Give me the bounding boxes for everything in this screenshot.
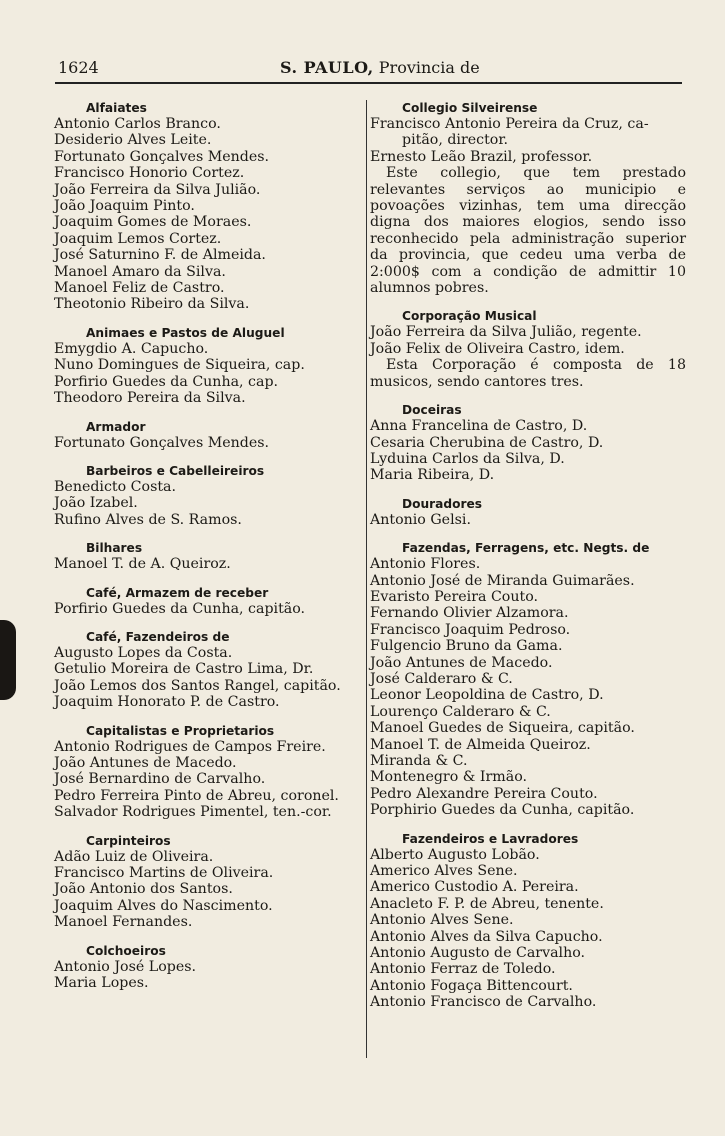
section-heading: Armador [86, 419, 146, 434]
entry: Salvador Rodrigues Pimentel, ten.-cor. [54, 804, 332, 821]
entry: Antonio José Lopes. [54, 958, 196, 975]
entry: Francisco Honorio Cortez. [54, 165, 245, 182]
entry: Fortunato Gonçalves Mendes. [54, 434, 270, 451]
entry: Manoel T. de Almeida Queiroz. [370, 736, 591, 753]
section-collegio [370, 100, 686, 296]
section [370, 402, 686, 484]
entry: Antonio Gelsi. [370, 511, 471, 528]
entry: Pedro Ferreira Pinto de Abreu, coronel. [54, 787, 339, 804]
section [54, 629, 362, 711]
right-sections [370, 402, 686, 1011]
entry: Francisco Antonio Pereira da Cruz, ca- [370, 116, 649, 132]
entry: Maria Lopes. [54, 975, 149, 992]
section-heading: Colchoeiros [86, 943, 166, 958]
section-heading: Animaes e Pastos de Aluguel [86, 325, 285, 340]
section-heading: Douradores [402, 496, 483, 511]
entry: Ernesto Leão Brazil, professor. [370, 148, 593, 165]
section [54, 585, 362, 617]
entry: Emygdio A. Capucho. [54, 340, 209, 357]
entry: Joaquim Gomes de Moraes. [54, 214, 252, 231]
entry: Miranda & C. [370, 753, 468, 769]
entry: Fernando Olivier Alzamora. [370, 605, 569, 622]
entry: João Antonio dos Santos. [54, 881, 233, 898]
entry: Leonor Leopoldina de Castro, D. [370, 687, 604, 704]
entry: Augusto Lopes da Costa. [54, 644, 233, 661]
entry: Alberto Augusto Lobão. [370, 846, 540, 863]
entry: João Antunes de Macedo. [54, 754, 237, 771]
section-heading: Bilhares [86, 541, 143, 556]
entry: Anna Francelina de Castro, D. [370, 418, 588, 435]
entry: Cesaria Cherubina de Castro, D. [370, 434, 604, 451]
entry: João Felix de Oliveira Castro, idem. [370, 340, 625, 357]
section-heading: Carpinteiros [86, 833, 171, 848]
header-rule [55, 82, 682, 84]
section [54, 943, 362, 992]
left-column [54, 100, 362, 1003]
section [54, 325, 362, 407]
entry: Maria Ribeira, D. [370, 467, 495, 484]
entry: Antonio Rodrigues de Campos Freire. [54, 738, 326, 755]
entry: Pedro Alexandre Pereira Couto. [370, 785, 598, 802]
running-title-bold: S. PAULO, [280, 58, 374, 77]
entry: Joaquim Alves do Nascimento. [54, 897, 273, 914]
entry: Rufino Alves de S. Ramos. [54, 511, 242, 528]
section-heading: Café, Fazendeiros de [86, 629, 230, 644]
entry: Manoel Guedes de Siqueira, capitão. [370, 720, 635, 737]
entry: Antonio Fogaça Bittencourt. [370, 977, 573, 994]
entry: Anacleto F. P. de Abreu, tenente. [370, 895, 604, 912]
entry: Antonio Augusto de Carvalho. [370, 945, 586, 962]
entry: Antonio Carlos Branco. [54, 116, 221, 132]
entry: João Ferreira da Silva Julião. [54, 181, 261, 198]
column-divider [366, 100, 367, 1058]
page-header [58, 58, 682, 82]
entry: Joaquim Honorato P. de Castro. [54, 694, 280, 711]
section-heading: Barbeiros e Cabelleireiros [86, 463, 265, 478]
section-heading: Doceiras [402, 403, 462, 418]
running-title [280, 58, 480, 77]
entry: João Izabel. [54, 495, 138, 512]
section-heading: Café, Armazem de receber [86, 585, 269, 600]
entry: José Calderaro & C. [370, 670, 513, 687]
section [54, 463, 362, 528]
entry: Adão Luiz de Oliveira. [54, 848, 214, 865]
entry: José Saturnino F. de Almeida. [54, 247, 266, 264]
entry: Antonio Francisco de Carvalho. [370, 994, 597, 1011]
section [54, 540, 362, 572]
section-corporacao [370, 308, 686, 390]
section [54, 833, 362, 931]
entry: Francisco Martins de Oliveira. [54, 865, 274, 881]
section [370, 540, 686, 819]
running-title-rest: Provincia de [378, 58, 480, 77]
entry: Nuno Domingues de Siqueira, cap. [54, 357, 305, 374]
entry: Antonio Alves da Silva Capucho. [370, 928, 603, 945]
section [370, 496, 686, 528]
entry: Fortunato Gonçalves Mendes. [54, 148, 270, 165]
entry: João Ferreira da Silva Julião, regente. [370, 324, 642, 341]
paragraph: Este collegio, que tem prestado relevantes serviços ao municipio e povoações vizinhas, tem uma direcção digna dos maiores elogios, sendo isso reconhecido pela administração superior da provincia, que cedeu uma verba de 2:000$ com a condição de admittir 10 alumnos pobres. [370, 165, 686, 297]
entry: Manoel Feliz de Castro. [54, 280, 225, 297]
entry: pitão, director. [402, 132, 509, 149]
page-number: 1624 [58, 58, 99, 77]
entry: Desiderio Alves Leite. [54, 132, 212, 149]
entry: Joaquim Lemos Cortez. [54, 230, 222, 247]
section-heading: Fazendas, Ferragens, etc. Negts. de [402, 541, 650, 556]
section-heading: Collegio Silveirense [402, 101, 538, 115]
section [370, 831, 686, 1011]
entry: João Lemos dos Santos Rangel, capitão. [54, 677, 341, 694]
ink-blot [0, 620, 16, 700]
entry: Theodoro Pereira da Silva. [54, 390, 246, 407]
entry: Porphirio Guedes da Cunha, capitão. [370, 802, 635, 819]
entry: João Joaquim Pinto. [54, 198, 195, 215]
entry: Antonio Alves Sene. [370, 912, 514, 929]
section-heading: Corporação Musical [402, 309, 537, 324]
paragraph: Esta Corporação é composta de 18 musicos, sendo cantores tres. [370, 357, 686, 390]
entry: Montenegro & Irmão. [370, 769, 527, 786]
entry: Manoel Fernandes. [54, 914, 193, 931]
section [54, 100, 362, 313]
entry: Antonio José de Miranda Guimarães. [370, 572, 635, 589]
section-heading: Fazendeiros e Lavradores [402, 831, 579, 846]
entry: Evaristo Pereira Couto. [370, 588, 538, 605]
entry: Porfirio Guedes da Cunha, cap. [54, 373, 279, 390]
entry: Manoel T. de A. Queiroz. [54, 556, 231, 573]
entry: Americo Custodio A. Pereira. [370, 879, 579, 896]
entry: Benedicto Costa. [54, 478, 177, 495]
entry: Lyduina Carlos da Silva, D. [370, 450, 565, 467]
section-heading: Alfaiates [86, 101, 147, 115]
section [54, 419, 362, 451]
section [54, 723, 362, 821]
entry: Porfirio Guedes da Cunha, capitão. [54, 600, 306, 617]
entry: João Antunes de Macedo. [370, 654, 553, 671]
entry: Francisco Joaquim Pedroso. [370, 621, 571, 638]
section-heading: Capitalistas e Proprietarios [86, 723, 275, 738]
entry: Antonio Flores. [370, 556, 481, 573]
entry: Theotonio Ribeiro da Silva. [54, 296, 250, 313]
entry: Americo Alves Sene. [370, 863, 518, 880]
entry: José Bernardino de Carvalho. [54, 771, 266, 788]
entry: Lourenço Calderaro & C. [370, 703, 551, 720]
entry: Manoel Amaro da Silva. [54, 263, 226, 280]
entry: Getulio Moreira de Castro Lima, Dr. [54, 661, 314, 678]
right-column [370, 100, 686, 1023]
entry: Fulgencio Bruno da Gama. [370, 638, 563, 655]
entry: Antonio Ferraz de Toledo. [370, 961, 556, 978]
